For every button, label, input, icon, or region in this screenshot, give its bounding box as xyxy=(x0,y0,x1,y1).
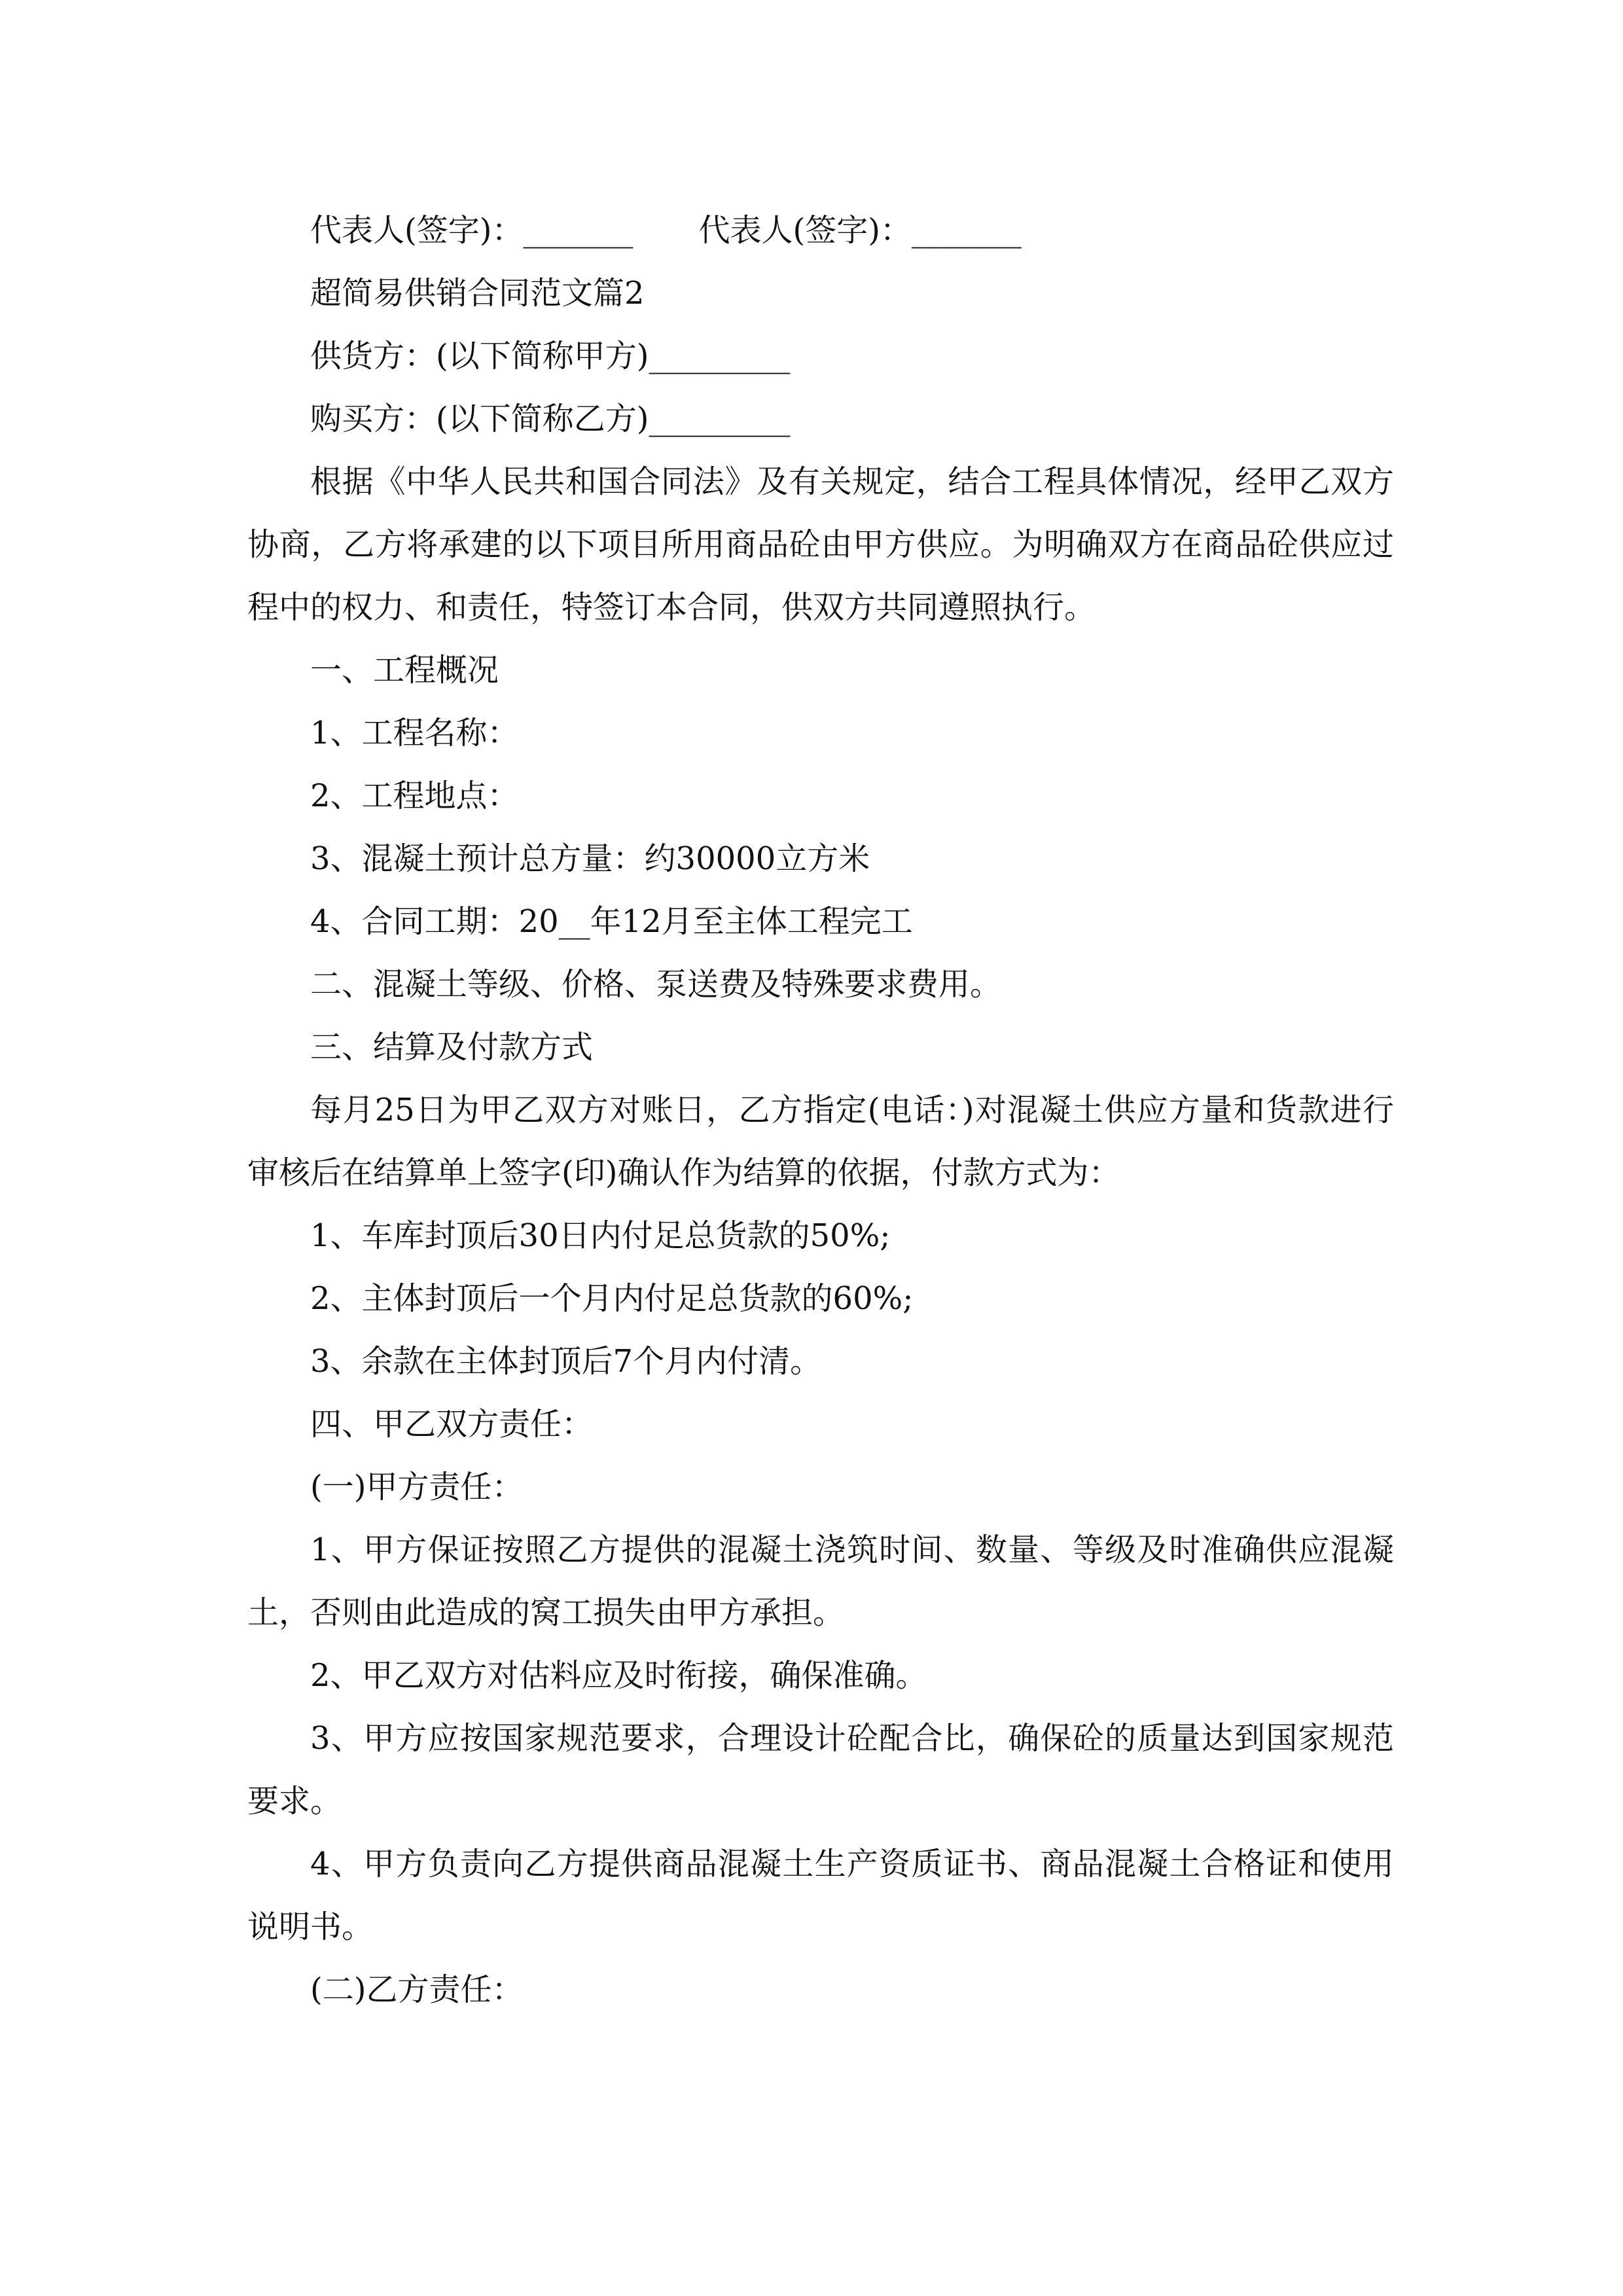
subsection-heading: (二)乙方责任： xyxy=(310,1971,524,2008)
list-item: 1、工程名称： xyxy=(310,715,519,751)
document-body xyxy=(247,199,1394,2021)
list-item: 3、余款在主体封顶后7个月内付清。 xyxy=(310,1343,822,1380)
list-item: 4、甲方负责向乙方提供商品混凝土生产资质证书、商品混凝土合格证和使用说明书。 xyxy=(247,1846,1394,1945)
subsection-heading: (一)甲方责任： xyxy=(310,1469,524,1505)
list-item: 2、甲乙双方对估料应及时衔接，确保准确。 xyxy=(310,1657,927,1694)
settlement-paragraph: 每月25日为甲乙双方对账日，乙方指定(电话：)对混凝土供应方量和货款进行审核后在结算单上签字(印)确认作为结算的依据，付款方式为： xyxy=(247,1092,1394,1191)
section-heading: 一、工程概况 xyxy=(310,652,499,689)
list-item: 4、合同工期：20__年12月至主体工程完工 xyxy=(310,903,913,940)
signature-right: 代表人(签字)：_______ xyxy=(698,212,1022,249)
list-item: 2、主体封顶后一个月内付足总货款的60%; xyxy=(310,1280,914,1317)
section-heading: 四、甲乙双方责任： xyxy=(310,1406,594,1443)
signature-left: 代表人(签字)：_______ xyxy=(310,212,633,249)
list-item: 2、工程地点： xyxy=(310,778,519,814)
preamble-paragraph: 根据《中华人民共和国合同法》及有关规定，结合工程具体情况，经甲乙双方协商，乙方将承建的以下项目所用商品砼由甲方供应。为明确双方在商品砼供应过程中的权力、和责任，特签订本合同，供双方共同遵照执行。 xyxy=(247,463,1394,626)
signature-row xyxy=(247,199,1394,262)
list-item: 3、甲方应按国家规范要求，合理设计砼配合比，确保砼的质量达到国家规范要求。 xyxy=(247,1720,1394,1820)
list-item: 3、混凝土预计总方量：约30000立方米 xyxy=(310,840,870,877)
section-heading: 二、混凝土等级、价格、泵送费及特殊要求费用。 xyxy=(310,966,1002,1003)
list-item: 1、甲方保证按照乙方提供的混凝土浇筑时间、数量、等级及时准确供应混凝土，否则由此造成的窝工损失由甲方承担。 xyxy=(247,1532,1394,1631)
section-heading: 三、结算及付款方式 xyxy=(310,1029,594,1066)
list-item: 1、车库封顶后30日内付足总货款的50%; xyxy=(310,1217,891,1254)
contract-title: 超简易供销合同范文篇2 xyxy=(310,275,645,312)
buyer-line: 购买方：(以下简称乙方)_________ xyxy=(310,401,791,437)
supplier-line: 供货方：(以下简称甲方)_________ xyxy=(310,338,791,374)
